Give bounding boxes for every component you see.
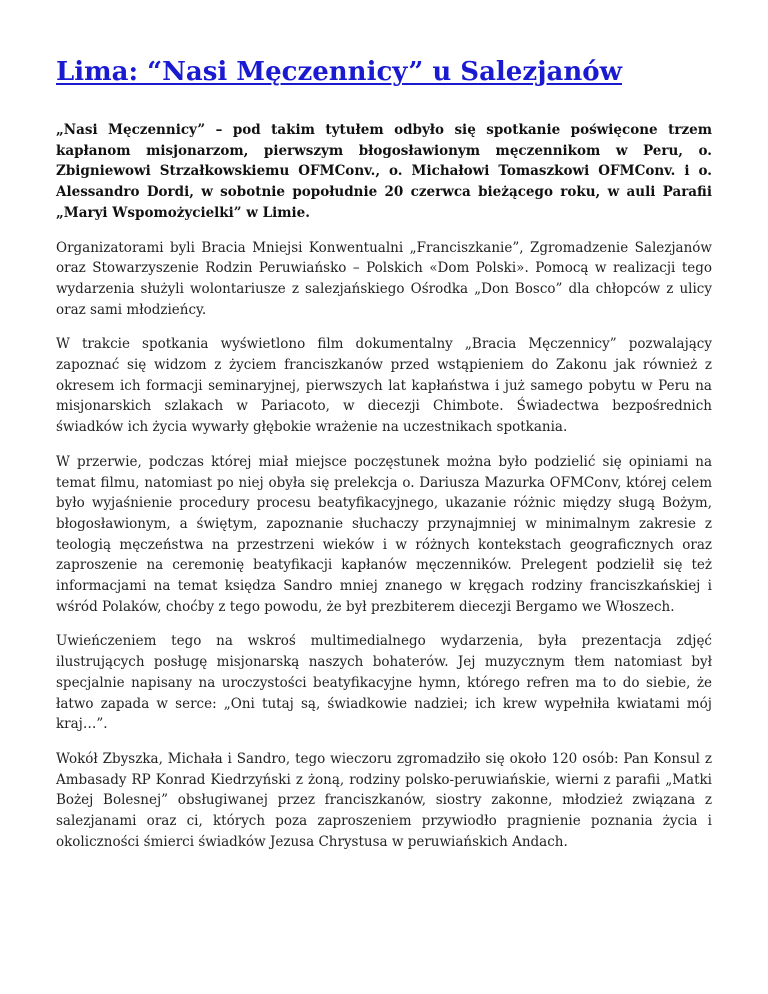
article-paragraph: Uwieńczeniem tego na wskroś multimedialnego wydarzenia, była prezentacja zdjęć ilustrujących posługę misjonarską naszych bohaterów. Jej muzycznym tłem natomiast był specjalnie napisany na uroczystości beatyfikacyjne hymn, którego refren ma to do siebie, że łatwo zapada w serce: „Oni tutaj są, świadkowie nadziei; ich krew wypełniła kwiatami mój kraj…”. [56,633,712,733]
article-paragraph: W przerwie, podczas której miał miejsce poczęstunek można było podzielić się opiniami na temat filmu, natomiast po niej obyła się prelekcja o. Dariusza Mazurka OFMConv, której celem było wyjaśnienie procedury procesu beatyfikacyjnego, ukazanie różnic między sługą Bożym, błogosławionym, a świętym, zapoznanie słuchaczy przynajmniej w minimalnym zakresie z teologią męczeństwa na przestrzeni wieków i w różnych kontekstach geograficznych oraz zaproszenie na ceremonię beatyfikacji kapłanów męczenników. Prelegent podzielił się też informacjami na temat księdza Sandro mniej znanego w kręgach rodziny franciszkańskiej i wśród Polaków, choćby z tego powodu, że był prezbiterem diecezji Bergamo we Włoszech. [56,453,712,615]
article-paragraph: Wokół Zbyszka, Michała i Sandro, tego wieczoru zgromadziło się około 120 osób: Pan Konsul z Ambasady RP Konrad Kiedrzyński z żoną, rodziny polsko-peruwiańskie, wierni z parafii „Matki Bożej Bolesnej” obsługiwanej przez franciszkanów, siostry zakonne, młodzież związana z salezjanami oraz ci, których poza zaproszeniem przywiodło pragnienie poznania życia i okoliczności śmierci świadków Jezusa Chrystusa w peruwiańskich Andach. [56,750,712,850]
article-title-link[interactable]: Lima: “Nasi Męczennicy” u Salezjanów [56,57,622,87]
article [56,54,712,867]
article-lead: „Nasi Męczennicy” – pod takim tytułem odbyło się spotkanie poświęcone trzem kapłanom misjonarzom, pierwszym błogosławionym męczennikom w Peru, o. Zbigniewowi Strzałkowskiemu OFMConv., o. Michałowi Tomaszkowi OFMConv. i o. Alessandro Dordi, w sobotnie popołudnie 20 czerwca bieżącego roku, w auli Parafii „Maryi Wspomożycielki” w Limie. [56,122,712,221]
article-title[interactable] [56,54,712,90]
article-paragraph: Organizatorami byli Bracia Mniejsi Konwentualni „Franciszkanie”, Zgromadzenie Salezjanów oraz Stowarzyszenie Rodzin Peruwiańsko – Polskich «Dom Polski». Pomocą w realizacji tego wydarzenia służyli wolontariusze z salezjańskiego Ośrodka „Don Bosco” dla chłopców z ulicy oraz sami młodzieńcy. [56,239,712,318]
article-paragraph: W trakcie spotkania wyświetlono film dokumentalny „Bracia Męczennicy” pozwalający zapoznać się widzom z życiem franciszkanów przed wstąpieniem do Zakonu jak również z okresem ich formacji seminaryjnej, pierwszych lat kapłaństwa i już samego pobytu w Peru na misjonarskich szlakach w Pariacoto, w diecezji Chimbote. Świadectwa bezpośrednich świadków ich życia wywarły głębokie wrażenie na uczestnikach spotkania. [56,336,712,436]
